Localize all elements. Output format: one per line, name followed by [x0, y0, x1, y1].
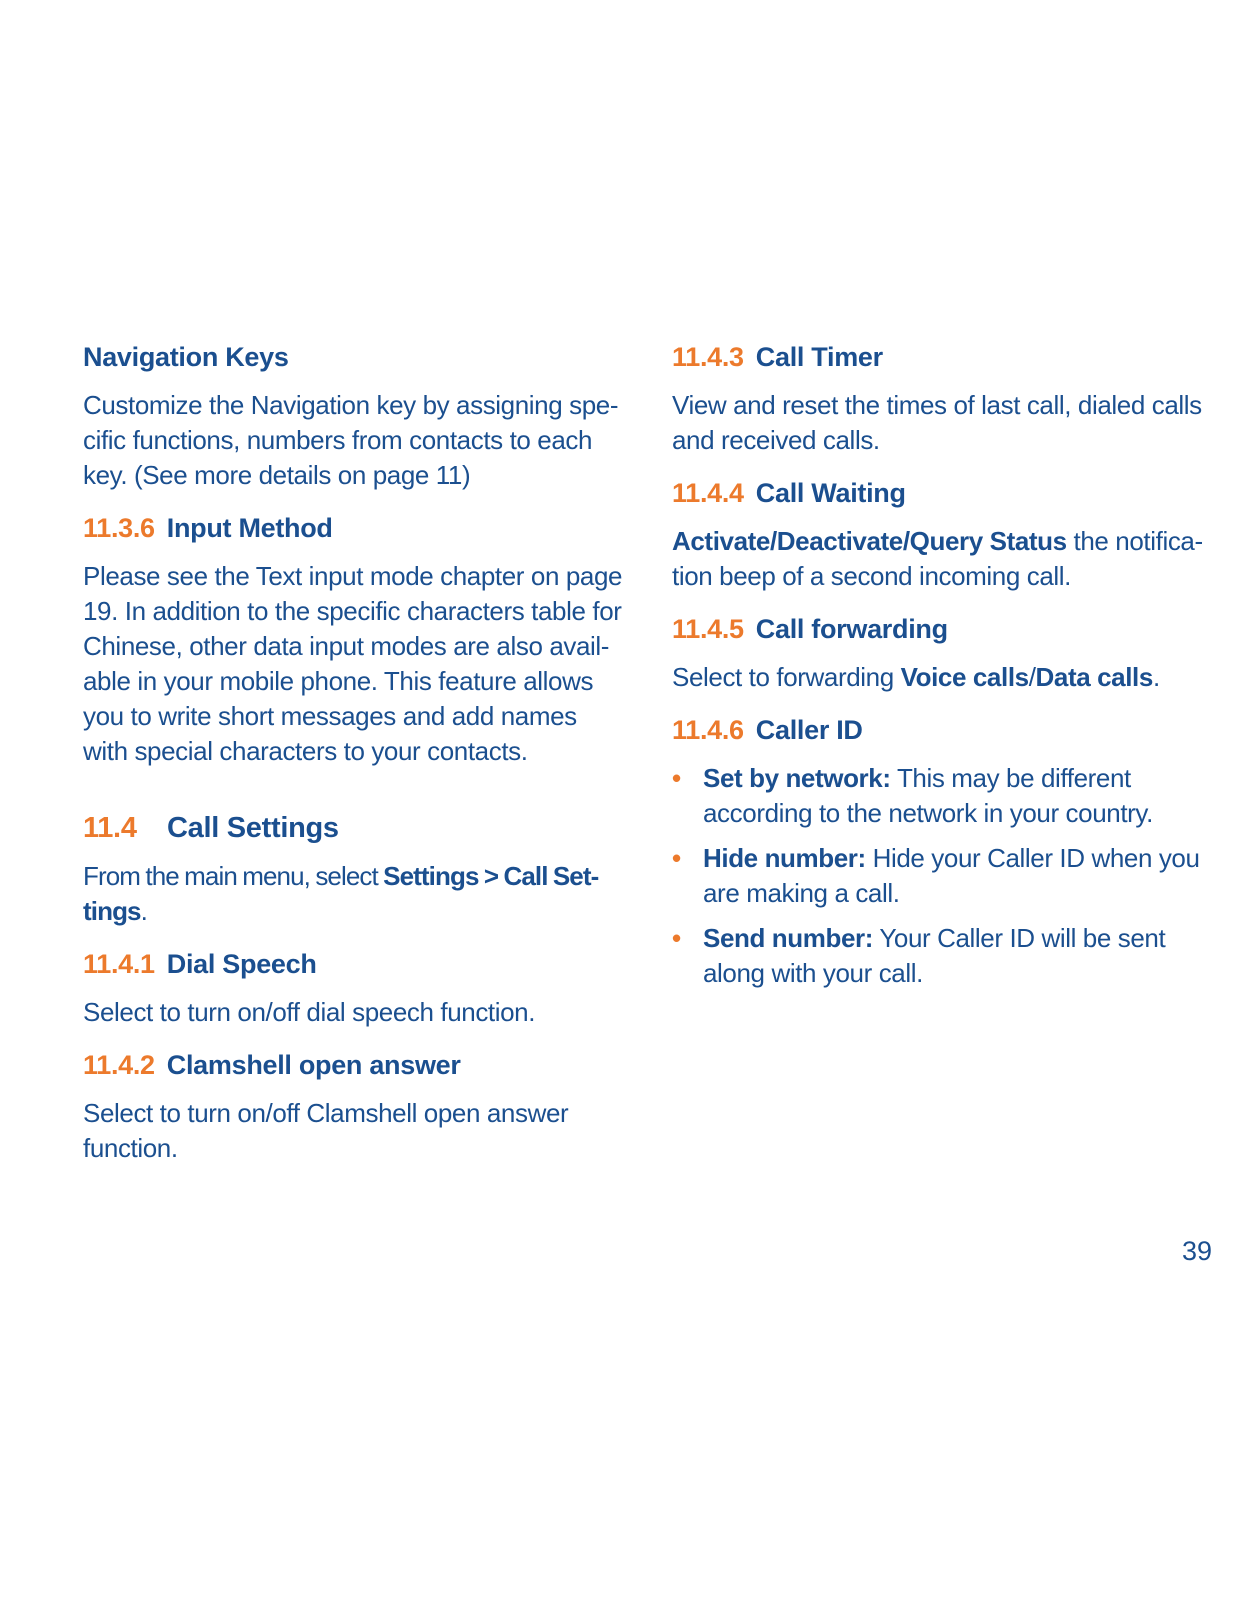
call-waiting-text — [672, 524, 1212, 594]
section-title: Call forwarding — [755, 614, 948, 644]
text-run: / — [1028, 662, 1036, 692]
section-title: Input Method — [166, 513, 333, 543]
list-item — [672, 761, 1212, 831]
heading-title: Navigation Keys — [83, 342, 289, 372]
section-number: 11.4.1 — [83, 949, 155, 979]
section-title: Caller ID — [755, 715, 863, 745]
section-number: 11.4.6 — [672, 715, 744, 745]
section-title: Clamshell open answer — [166, 1050, 461, 1080]
dial-speech-heading — [83, 947, 628, 981]
bullet-icon: • — [672, 763, 681, 793]
section-title: Call Waiting — [755, 478, 906, 508]
call-timer-text: View and reset the times of last call, dialed calls and received calls. — [672, 390, 1202, 455]
bullet-icon: • — [672, 843, 681, 873]
list-item — [672, 841, 1212, 911]
data-calls-option: Data calls — [1035, 662, 1153, 692]
caller-id-list — [672, 761, 1212, 991]
section-number: 11.4.5 — [672, 614, 744, 644]
section-title: Call Settings — [167, 812, 339, 844]
call-settings-heading — [83, 811, 628, 845]
section-number: 11.4.4 — [672, 478, 744, 508]
input-method-heading — [83, 511, 628, 545]
page-number: 39 — [1181, 1236, 1212, 1266]
call-settings-text — [83, 859, 628, 929]
section-number: 11.4.2 — [83, 1050, 155, 1080]
item-text: This may be different according to the network in your country. — [703, 763, 1153, 828]
section-number: 11.4 — [83, 812, 137, 844]
item-text: Hide your Caller ID when you are making a call. — [703, 843, 1200, 908]
list-item — [672, 921, 1212, 991]
dial-speech-text: Select to turn on/off dial speech function. — [83, 997, 536, 1027]
section-title: Dial Speech — [166, 949, 317, 979]
caller-id-heading — [672, 713, 1212, 747]
status-options: Activate/Deactivate/Query Status — [672, 526, 1067, 556]
call-forwarding-text — [672, 660, 1212, 695]
text-run: Select to forwarding — [672, 662, 901, 692]
text-run: From the main menu, select — [83, 861, 384, 891]
item-label: Send number: — [703, 923, 873, 953]
left-column — [83, 340, 628, 1184]
clamshell-text: Select to turn on/off Clamshell open answer function. — [83, 1098, 569, 1163]
navigation-keys-heading — [83, 340, 628, 374]
item-label: Hide number: — [703, 843, 866, 873]
menu-path: Settings > Call Set-tings — [83, 861, 599, 926]
section-title: Call Timer — [755, 342, 883, 372]
item-label: Set by network: — [703, 763, 891, 793]
navigation-keys-text: Customize the Navigation key by assigning spe-cific functions, numbers from contacts to each key. (See more details on page 11) — [83, 390, 619, 490]
input-method-text: Please see the Text input mode chapter on page 19. In addition to the specific characters table for Chinese, other data input modes are also avail-able in your mobile phone. This feature allows you to write short messages and add names with special characters to your contacts. — [83, 561, 623, 766]
voice-calls-option: Voice calls — [900, 662, 1029, 692]
bullet-icon: • — [672, 923, 681, 953]
item-text: Your Caller ID will be sent along with your call. — [703, 923, 1166, 988]
call-timer-heading — [672, 340, 1212, 374]
clamshell-heading — [83, 1048, 628, 1082]
call-forwarding-heading — [672, 612, 1212, 646]
text-run: . — [140, 896, 147, 926]
call-waiting-heading — [672, 476, 1212, 510]
right-column — [672, 340, 1212, 1001]
section-number: 11.4.3 — [672, 342, 744, 372]
text-run: . — [1152, 662, 1160, 692]
section-number: 11.3.6 — [83, 513, 155, 543]
text-run: the notifica-tion beep of a second incoming call. — [672, 526, 1203, 591]
